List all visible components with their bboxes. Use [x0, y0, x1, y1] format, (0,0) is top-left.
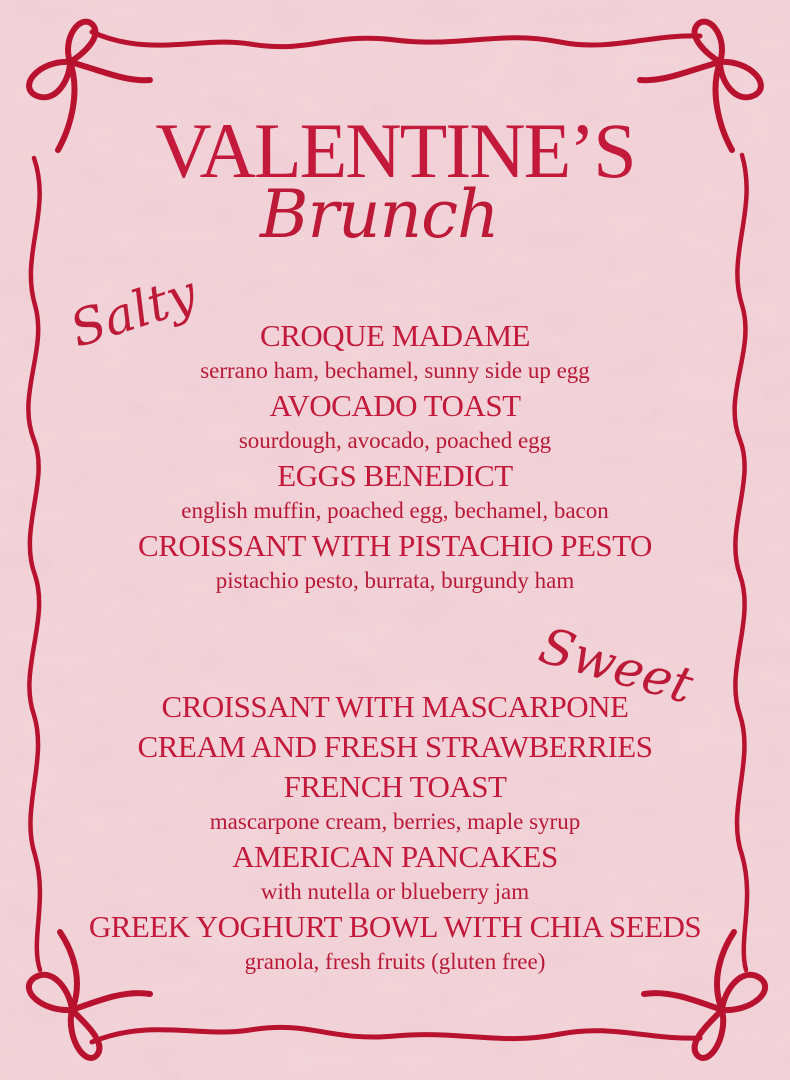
item-name: FRENCH TOAST — [283, 769, 507, 804]
item-name: AVOCADO TOAST — [269, 388, 521, 423]
menu-item — [0, 318, 790, 388]
item-description: sourdough, avocado, poached egg — [238, 428, 552, 453]
item-name: EGGS BENEDICT — [277, 458, 513, 493]
item-description: with nutella or blueberry jam — [260, 879, 530, 904]
item-description: granola, fresh fruits (gluten free) — [244, 949, 546, 974]
salty-menu-list — [0, 318, 790, 598]
menu-item — [0, 528, 790, 598]
item-name: CROQUE MADAME — [260, 318, 530, 353]
item-description: mascarpone cream, berries, maple syrup — [209, 809, 581, 834]
page-title: VALENTINE’S — [155, 107, 635, 194]
menu-item — [0, 388, 790, 458]
item-name: GREEK YOGHURT BOWL WITH CHIA SEEDS — [88, 909, 702, 944]
menu-item — [0, 767, 790, 837]
item-name: CROISSANT WITH PISTACHIO PESTO — [138, 528, 652, 563]
menu-item — [0, 907, 790, 977]
item-description: serrano ham, bechamel, sunny side up egg — [200, 358, 590, 383]
sweet-menu-list — [0, 687, 790, 977]
menu-item — [0, 837, 790, 907]
section-heading-salty: Salty — [63, 263, 204, 359]
menu-item — [0, 687, 790, 767]
item-name-line-1: CROISSANT WITH MASCARPONE — [161, 689, 629, 724]
item-description: english muffin, poached egg, bechamel, bacon — [181, 498, 609, 523]
menu-item — [0, 458, 790, 528]
page-subtitle: Brunch — [260, 176, 499, 253]
item-description: pistachio pesto, burrata, burgundy ham — [215, 568, 575, 593]
item-name-line-2: CREAM AND FRESH STRAWBERRIES — [137, 729, 653, 764]
section-heading-sweet: Sweet — [533, 616, 700, 715]
item-name: AMERICAN PANCAKES — [232, 839, 558, 874]
